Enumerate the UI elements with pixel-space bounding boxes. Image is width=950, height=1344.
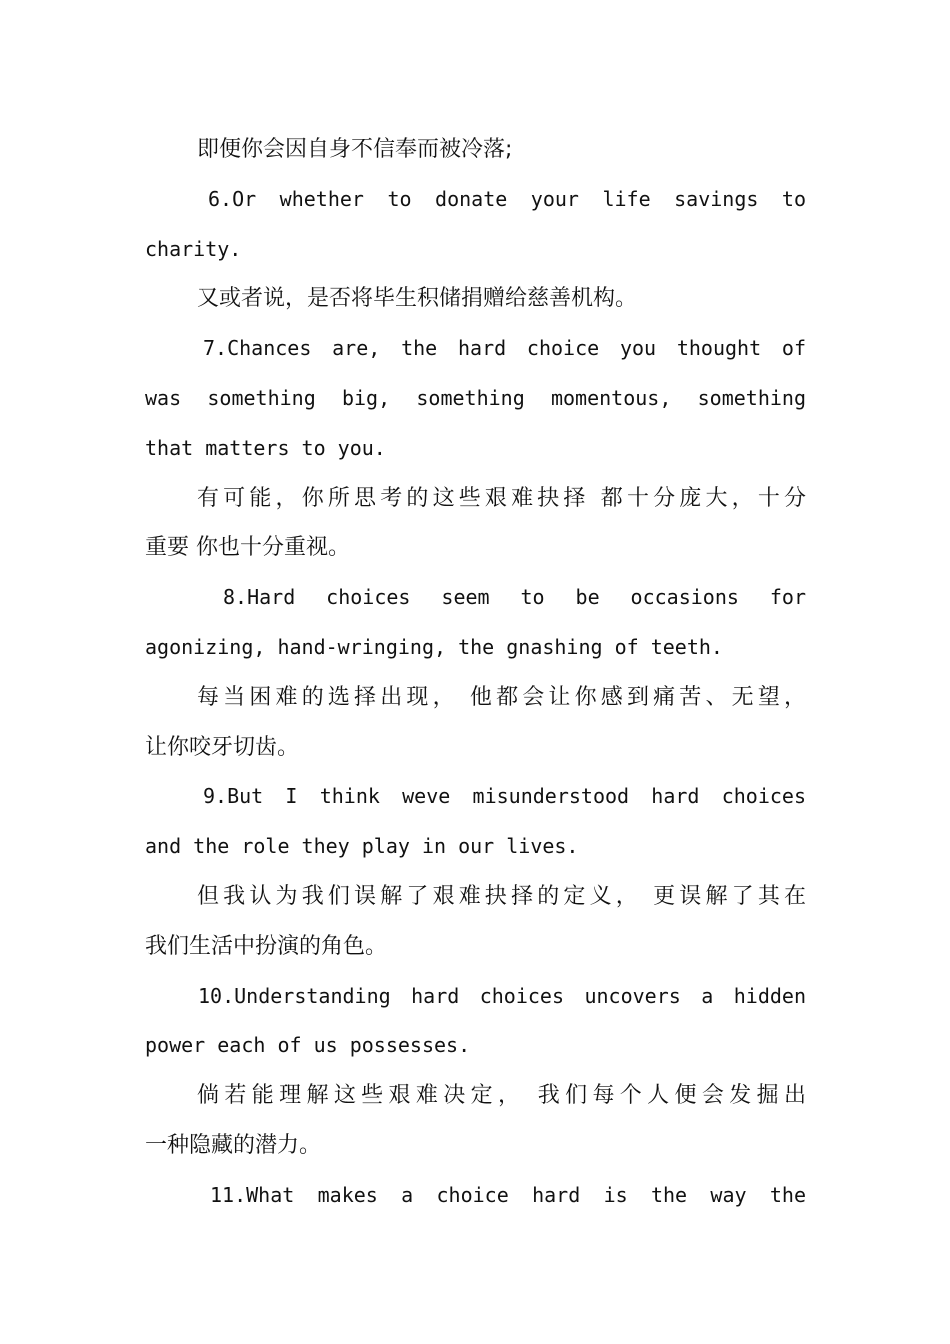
text-line: agonizing, hand-wringing, the gnashing of teeth. bbox=[145, 634, 723, 659]
document-body bbox=[145, 125, 806, 1221]
text-line: 11.What makes a choice hard is the way the bbox=[210, 1182, 806, 1207]
text-line: 让你咬牙切齿。 bbox=[145, 734, 300, 760]
text-line: and the role they play in our lives. bbox=[145, 834, 579, 859]
text-line: 我们生活中扮演的角色。 bbox=[145, 933, 388, 959]
text-line: 6.Or whether to donate your life savings to bbox=[208, 186, 806, 211]
text-line: 每当困难的选择出现， 他都会让你感到痛苦、无望， bbox=[197, 684, 806, 710]
text-line: 但我认为我们误解了艰难抉择的定义， 更误解了其在 bbox=[197, 883, 806, 909]
text-line: that matters to you. bbox=[145, 435, 386, 460]
text-line: 10.Understanding hard choices uncovers a hidden bbox=[198, 983, 806, 1008]
text-line: 一种隐藏的潜力。 bbox=[145, 1132, 322, 1158]
text-line: 重要 你也十分重视。 bbox=[145, 535, 350, 561]
text-line: 8.Hard choices seem to be occasions for bbox=[223, 585, 806, 610]
text-line: 有可能，你所思考的这些艰难抉择 都十分庞大，十分 bbox=[197, 485, 806, 511]
text-line: power each of us possesses. bbox=[145, 1033, 471, 1058]
text-line: 倘若能理解这些艰难决定， 我们每个人便会发掘出 bbox=[197, 1083, 806, 1109]
text-line: 即便你会因自身不信奉而被冷落; bbox=[197, 137, 513, 162]
text-line: charity. bbox=[145, 236, 242, 261]
text-line: 7.Chances are, the hard choice you thought of bbox=[203, 336, 806, 361]
text-line: was something big, something momentous, something bbox=[145, 385, 806, 410]
text-line: 又或者说，是否将毕生积储捐赠给慈善机构。 bbox=[197, 286, 638, 312]
text-line: 9.But I think weve misunderstood hard choices bbox=[203, 784, 806, 809]
